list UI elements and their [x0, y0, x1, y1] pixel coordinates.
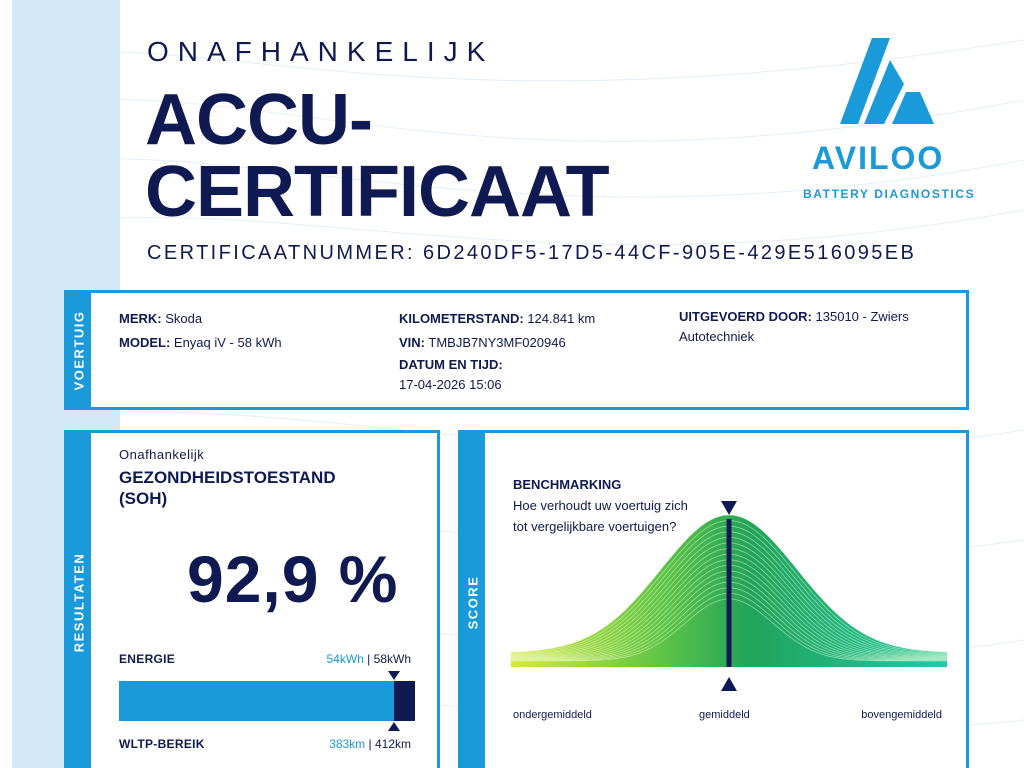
- performed-row: [679, 307, 909, 327]
- results-title: [119, 467, 399, 509]
- benchmark-title: BENCHMARKING: [513, 477, 622, 492]
- brand-value: Skoda: [165, 311, 203, 326]
- aviloo-logo-icon: [800, 36, 975, 206]
- vehicle-tab: [67, 293, 91, 407]
- benchmark-question: Hoe verhoudt uw voertuig zich tot vergelijkbare voertuigen?: [513, 498, 688, 534]
- results-small-title: Onafhankelijk: [119, 447, 205, 462]
- logo-tagline: BATTERY DIAGNOSTICS: [803, 187, 976, 201]
- model-label: MODEL:: [119, 335, 171, 350]
- performed-value-cont: Autotechniek: [679, 329, 755, 344]
- brand-row: [119, 307, 282, 331]
- performed-label: UITGEVOERD DOOR:: [679, 309, 812, 324]
- datetime-label: DATUM EN TIJD:: [399, 357, 503, 372]
- vehicle-column-2: [399, 307, 595, 395]
- score-tab: [461, 433, 485, 768]
- energy-values: [326, 652, 411, 666]
- vin-row: [399, 331, 595, 355]
- vehicle-column-3: [679, 307, 909, 347]
- left-margin: [0, 0, 12, 768]
- range-label: WLTP-BEREIK: [119, 737, 205, 751]
- score-tab-label: SCORE: [465, 575, 481, 630]
- header-subtitle: ONAFHANKELIJK: [147, 36, 495, 67]
- vehicle-tab-label: VOERTUIG: [71, 310, 87, 390]
- soh-bar-loss: [394, 681, 415, 721]
- soh-bar: [119, 681, 415, 721]
- certificate-number: CERTIFICAATNUMMER: 6D240DF5-17D5-44CF-905E-429E516095EB: [147, 242, 917, 264]
- axis-label-mid: gemiddeld: [699, 709, 750, 721]
- energy-current: 54kWh: [326, 652, 364, 666]
- results-title-line-2: (SOH): [119, 489, 168, 508]
- range-separator: |: [365, 737, 375, 751]
- vin-value: TMBJB7NY3MF020946: [428, 335, 566, 350]
- mileage-row: [399, 307, 595, 331]
- benchmark-marker-line: [727, 519, 732, 667]
- model-row: [119, 331, 282, 355]
- range-values: [329, 737, 411, 751]
- benchmark-marker-top-icon: [721, 501, 737, 515]
- soh-value: 92,9 %: [187, 542, 399, 616]
- brand-label: MERK:: [119, 311, 162, 326]
- datetime-value: 17-04-2026 15:06: [399, 377, 502, 392]
- page-title-line-2: CERTIFICAAT: [145, 152, 609, 232]
- results-tab-label: RESULTATEN: [71, 552, 87, 653]
- axis-label-low: ondergemiddeld: [513, 709, 592, 721]
- soh-marker-top-icon: [388, 671, 400, 680]
- range-current: 383km: [329, 737, 366, 751]
- soh-marker-bottom-icon: [388, 722, 400, 731]
- mileage-label: KILOMETERSTAND:: [399, 311, 524, 326]
- logo-wordmark: AVILOO: [812, 140, 945, 176]
- vin-label: VIN:: [399, 335, 425, 350]
- mileage-value: 124.841 km: [527, 311, 596, 326]
- results-title-line-1: GEZONDHEIDSTOESTAND: [119, 468, 336, 487]
- results-tab: [67, 433, 91, 768]
- range-total: 412km: [374, 737, 411, 751]
- results-panel: [64, 430, 440, 768]
- score-panel: [458, 430, 969, 768]
- axis-label-high: bovengemiddeld: [861, 709, 942, 721]
- vehicle-column-1: [119, 307, 282, 355]
- energy-label: ENERGIE: [119, 652, 176, 666]
- page-title: [145, 80, 609, 232]
- vehicle-panel: [64, 290, 969, 410]
- benchmark-marker-bottom-icon: [721, 677, 737, 691]
- performed-value: 135010 - Zwiers: [815, 309, 909, 324]
- energy-total: 58kWh: [373, 652, 411, 666]
- model-value: Enyaq iV - 58 kWh: [173, 335, 282, 350]
- energy-separator: |: [363, 652, 374, 666]
- page-title-line-1: ACCU-: [145, 80, 372, 160]
